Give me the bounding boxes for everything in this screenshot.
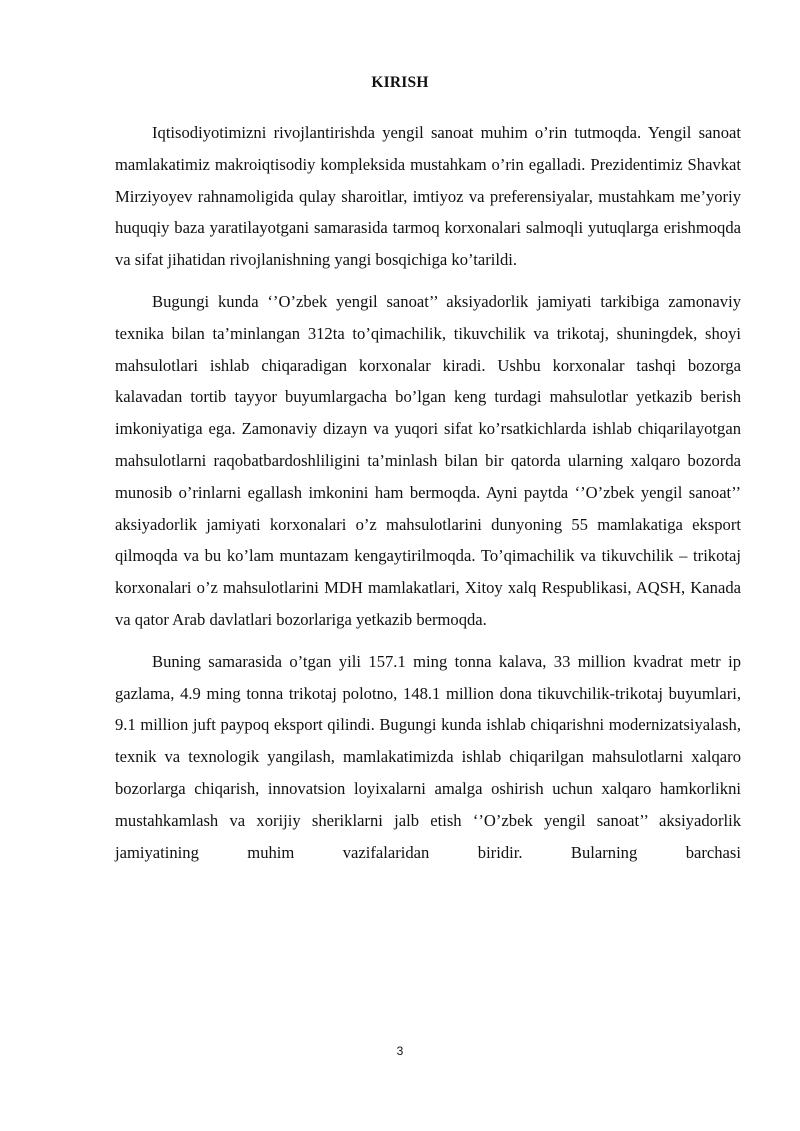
paragraph-intro: Iqtisodiyotimizni rivojlantirishda yengil sanoat muhim o’rin tutmoqda. Yengil sanoat mamlakatimiz makroiqtisodiy kompleksida mustahkam o’rin egalladi. Prezidentimiz Shavkat Mirziyoyev rahnamoligida qulay sharoitlar, imtiyoz va preferensiyalar, mustahkam me’yoriy huquqiy baza yaratilayotgani samarasida tarmoq korxonalari salmoqli yutuqlarga erishmoqda va sifat jihatidan rivojlanishning yangi bosqichiga ko’tarildi. <box>115 123 741 270</box>
paragraph-exports: Buning samarasida o’tgan yili 157.1 ming tonna kalava, 33 million kvadrat metr ip gazlama, 4.9 ming tonna trikotaj polotno, 148.1 million dona tikuvchilik-trikotaj buyumlari, 9.1 million juft paypoq eksport qilindi. Bugungi kunda ishlab chiqarishni modernizatsiyalash, texnik va texnologik yangilash, mamlakatimizda ishlab chiqarilgan mahsulotlarni xalqaro bozorlarga chiqarish, innovatsion loyixalarni amalga oshirish uchun xalqaro hamkorlikni mustahkamlash va xorijiy sheriklarni jalb etish ‘’O’zbek yengil sanoat’’ aksiyadorlik jamiyatining muhim vazifalaridan biridir. Bularning barchasi <box>115 651 741 862</box>
body-text <box>115 117 741 868</box>
page-number: 3 <box>396 1044 404 1058</box>
paragraph-company: Bugungi kunda ‘’O’zbek yengil sanoat’’ aksiyadorlik jamiyati tarkibiga zamonaviy texnika bilan ta’minlangan 312ta to’qimachilik, tikuvchilik va trikotaj, shuningdek, shoyi mahsulotlari ishlab chiqaradigan korxonalar kiradi. Ushbu korxonalar tashqi bozorga kalavadan tortib tayyor buyumlargacha bo’lgan keng turdagi mahsulotlar yetkazib berish imkoniyatiga ega. Zamonaviy dizayn va yuqori sifat ko’rsatkichlarda ishlab chiqarilayotgan mahsulotlarni raqobatbardoshliligini ta’minlash bilan bir qatorda ularning xalqaro bozorda munosib o’rinlarni egallash imkonini ham bermoqda. Ayni paytda ‘’O’zbek yengil sanoat’’ aksiyadorlik jamiyati korxonalari o’z mahsulotlarini dunyoning 55 mamlakatiga eksport qilmoqda va bu ko’lam muntazam kengaytirilmoqda. To’qimachilik va tikuvchilik – trikotaj korxonalari o’z mahsulotlarini MDH mamlakatlari, Xitoy xalq Respublikasi, AQSH, Kanada va qator Arab davlatlari bozorlariga yetkazib bermoqda. <box>115 291 741 629</box>
section-title: KIRISH <box>371 74 429 91</box>
